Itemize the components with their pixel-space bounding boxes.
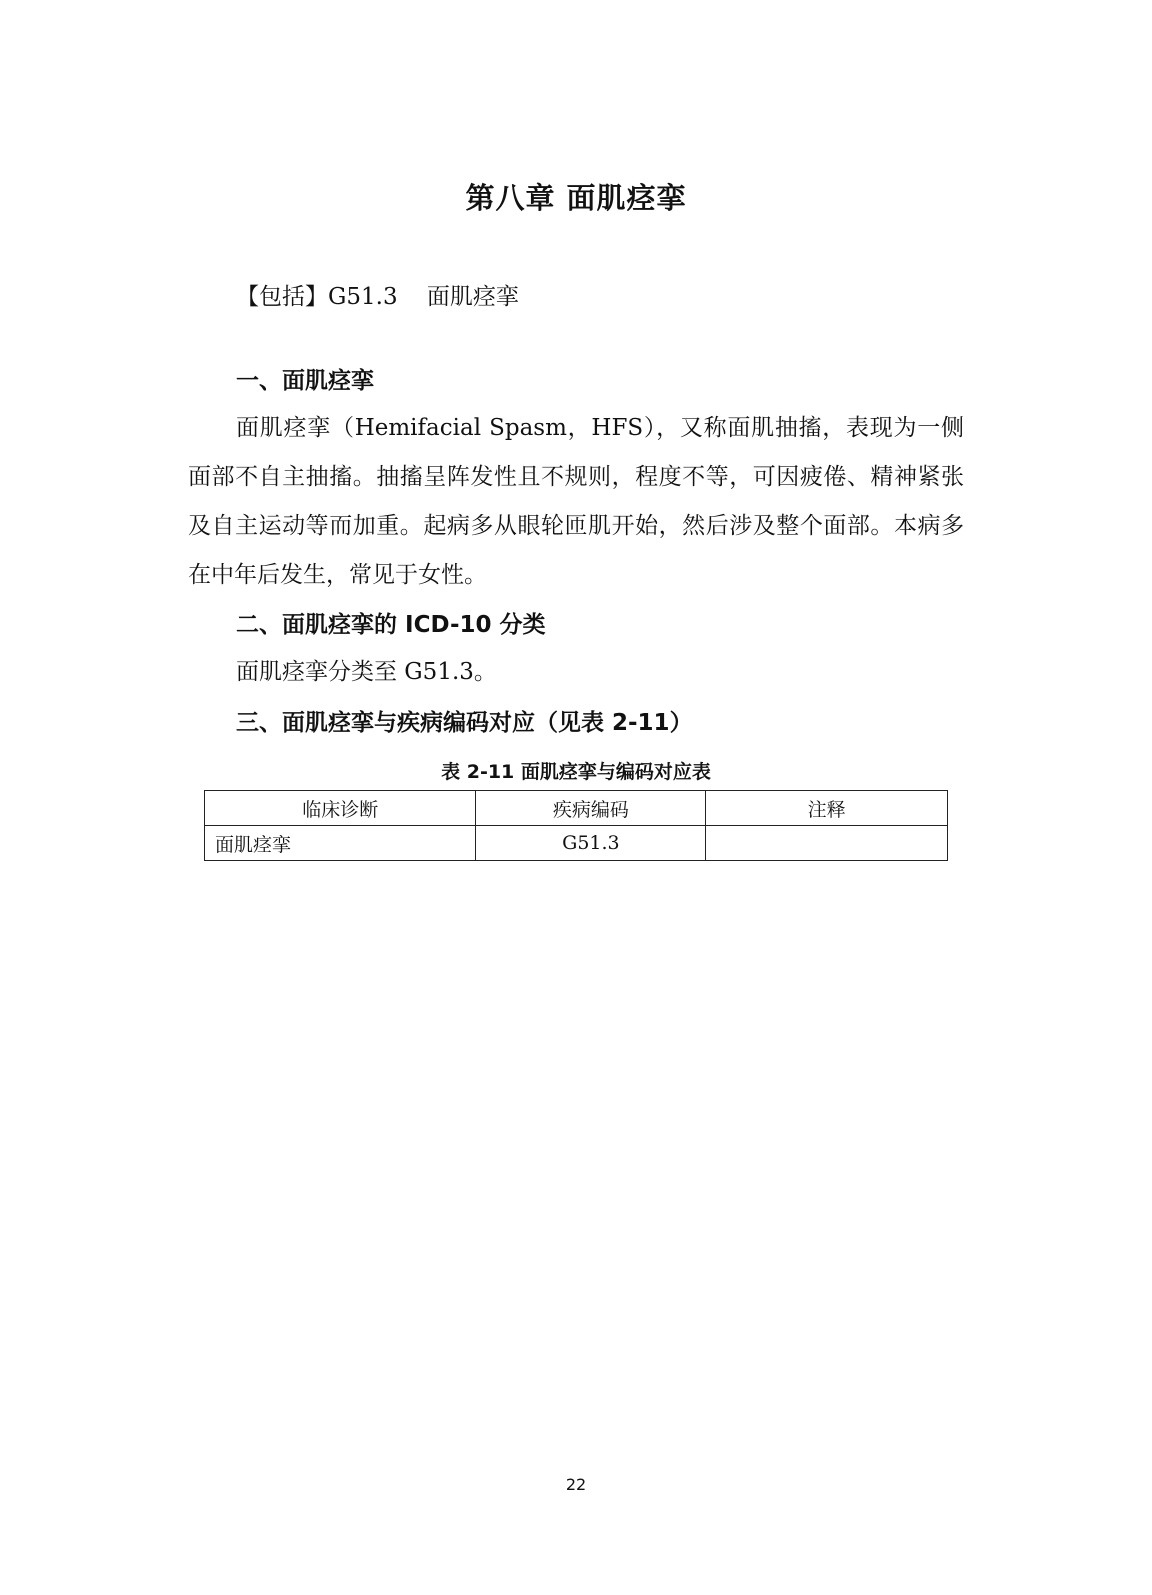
table-caption: 表 2-11 面肌痉挛与编码对应表 xyxy=(441,761,711,783)
section-heading-2: 二、面肌痉挛的 ICD-10 分类 xyxy=(236,612,546,638)
cell-diagnosis: 面肌痉挛 xyxy=(205,826,476,861)
page-title: 第八章 面肌痉挛 xyxy=(465,181,687,215)
table-row xyxy=(205,826,948,861)
includes-line: 【包括】G51.3 面肌痉挛 xyxy=(236,284,519,310)
diagnosis-code-table xyxy=(204,790,948,861)
header-clinical-diagnosis: 临床诊断 xyxy=(205,791,476,826)
section-paragraph-1: 面肌痉挛（Hemifacial Spasm，HFS），又称面肌抽搐，表现为一侧面部不自主抽搐。抽搐呈阵发性且不规则，程度不等，可因疲倦、精神紧张及自主运动等而加重。起病多从眼轮匝肌开始，然后涉及整个面部。本病多在中年后发生，常见于女性。 xyxy=(188,415,964,588)
section-heading-3: 三、面肌痉挛与疾病编码对应（见表 2-11） xyxy=(236,710,693,736)
header-notes: 注释 xyxy=(706,791,948,826)
section-heading-1: 一、面肌痉挛 xyxy=(236,368,374,394)
section-paragraph-2: 面肌痉挛分类至 G51.3。 xyxy=(236,659,497,685)
cell-code: G51.3 xyxy=(476,826,706,861)
page-number: 22 xyxy=(565,1475,587,1494)
cell-notes xyxy=(706,826,948,861)
header-disease-code: 疾病编码 xyxy=(476,791,706,826)
table-header-row xyxy=(205,791,948,826)
